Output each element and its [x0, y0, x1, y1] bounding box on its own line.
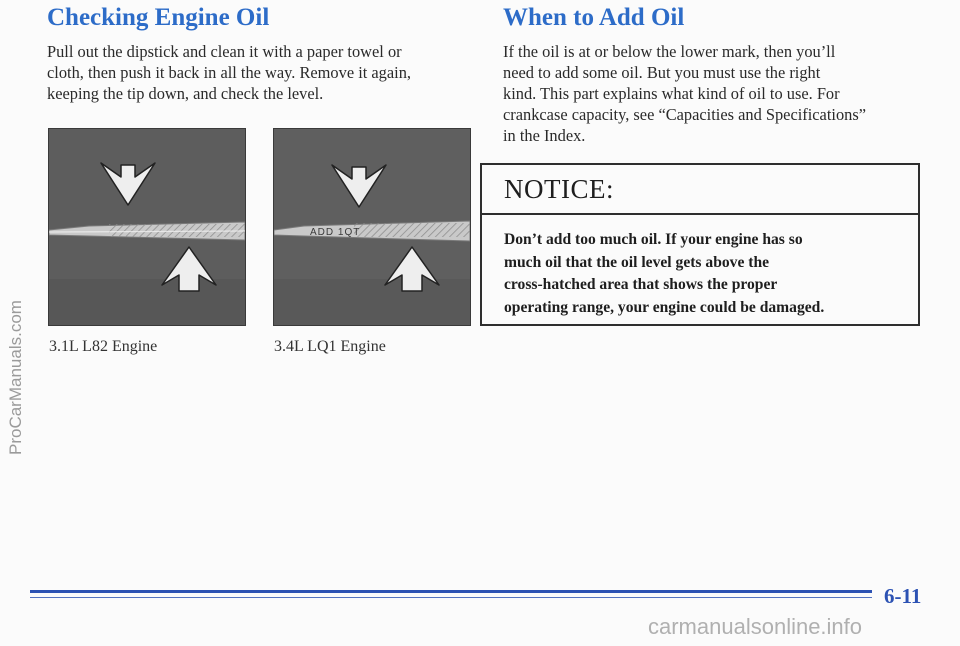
text-line: crankcase capacity, see “Capacities and Specifications”	[503, 105, 866, 124]
text-line: need to add some oil. But you must use the right	[503, 63, 821, 82]
footer-rule-thick	[30, 590, 872, 593]
text-line: Don’t add too much oil. If your engine has so	[504, 231, 803, 248]
notice-title: NOTICE:	[504, 173, 614, 204]
footer-rule-thin	[30, 597, 872, 598]
text-line: If the oil is at or below the lower mark, then you’ll	[503, 42, 836, 61]
text-line: much oil that the oil level gets above the	[504, 253, 770, 271]
text-line: Pull out the dipstick and clean it with a paper towel or	[47, 42, 402, 61]
text-line: cross-hatched area that shows the proper	[504, 276, 778, 293]
section-heading-checking-engine-oil: Checking Engine Oil	[47, 4, 270, 31]
dipstick-photo-lq1	[273, 128, 471, 326]
dipstick-illustration	[274, 129, 470, 325]
dipstick-photo-l82	[48, 128, 246, 326]
dipstick-illustration	[49, 129, 245, 325]
dipstick-label: ADD 1QT	[310, 227, 361, 238]
notice-box	[480, 163, 920, 326]
text-line: keeping the tip down, and check the level.	[47, 84, 324, 103]
figure-caption: 3.4L LQ1 Engine	[274, 338, 386, 355]
side-watermark: ProCarManuals.com	[6, 300, 25, 455]
bottom-watermark: carmanualsonline.info	[648, 614, 863, 639]
text-line: in the Index.	[503, 126, 586, 145]
checking-oil-paragraph	[47, 41, 411, 104]
text-line: cloth, then push it back in all the way. Remove it again,	[47, 63, 411, 82]
text-line: operating range, your engine could be damaged.	[504, 298, 825, 316]
figure-caption: 3.1L L82 Engine	[49, 338, 158, 355]
when-to-add-paragraph	[503, 41, 866, 146]
text-line: kind. This part explains what kind of oil to use. For	[503, 84, 840, 103]
page-number: 6-11	[884, 584, 922, 608]
notice-header	[482, 165, 918, 215]
notice-text	[482, 215, 918, 319]
section-heading-when-to-add-oil: When to Add Oil	[503, 4, 685, 31]
